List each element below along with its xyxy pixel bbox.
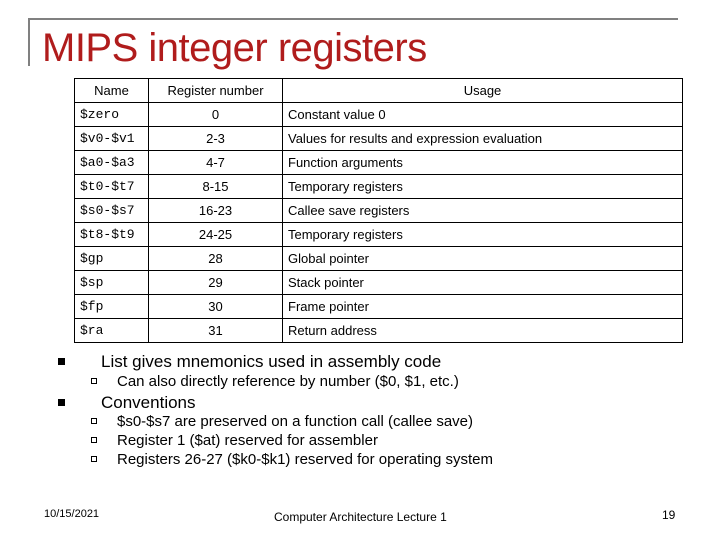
register-number: 31	[149, 319, 283, 343]
table-row	[75, 127, 683, 151]
table-row	[75, 295, 683, 319]
sub-bullet-text: Can also directly reference by number ($0, $1, etc.)	[117, 373, 459, 390]
register-usage: Global pointer	[283, 247, 683, 271]
register-name: $fp	[75, 295, 149, 319]
square-bullet-icon	[58, 358, 65, 365]
hollow-square-bullet-icon	[91, 456, 97, 462]
header-name: Name	[75, 79, 149, 103]
register-usage: Values for results and expression evaluation	[283, 127, 683, 151]
register-number: 2-3	[149, 127, 283, 151]
bullet-text: List gives mnemonics used in assembly code	[101, 352, 442, 371]
register-usage: Function arguments	[283, 151, 683, 175]
register-usage: Callee save registers	[283, 199, 683, 223]
table-row	[75, 199, 683, 223]
register-usage: Constant value 0	[283, 103, 683, 127]
header-usage: Usage	[283, 79, 683, 103]
register-table	[74, 78, 683, 343]
table-row	[75, 223, 683, 247]
table-row	[75, 175, 683, 199]
sub-bullet-text: Register 1 ($at) reserved for assembler	[117, 432, 378, 449]
register-name: $gp	[75, 247, 149, 271]
register-number: 0	[149, 103, 283, 127]
register-number: 24-25	[149, 223, 283, 247]
register-number: 8-15	[149, 175, 283, 199]
hollow-square-bullet-icon	[91, 418, 97, 424]
bullet-text: Conventions	[101, 393, 196, 412]
table-row	[75, 103, 683, 127]
register-name: $ra	[75, 319, 149, 343]
title-frame-left	[28, 18, 30, 66]
register-name: $a0-$a3	[75, 151, 149, 175]
table-row	[75, 271, 683, 295]
table-row	[75, 319, 683, 343]
table-row	[75, 247, 683, 271]
register-name: $sp	[75, 271, 149, 295]
table-row	[75, 151, 683, 175]
page-number: 19	[662, 508, 676, 522]
register-number: 28	[149, 247, 283, 271]
footer-course-title: Computer Architecture Lecture 1	[274, 510, 447, 524]
register-number: 29	[149, 271, 283, 295]
table-header-row	[75, 79, 683, 103]
slide-title: MIPS integer registers	[42, 26, 427, 70]
register-name: $zero	[75, 103, 149, 127]
title-frame-top	[28, 18, 678, 20]
register-number: 4-7	[149, 151, 283, 175]
register-number: 30	[149, 295, 283, 319]
hollow-square-bullet-icon	[91, 437, 97, 443]
register-name: $t8-$t9	[75, 223, 149, 247]
register-usage: Temporary registers	[283, 223, 683, 247]
register-number: 16-23	[149, 199, 283, 223]
sub-bullet-text: $s0-$s7 are preserved on a function call (callee save)	[117, 413, 474, 430]
register-usage: Frame pointer	[283, 295, 683, 319]
register-usage: Return address	[283, 319, 683, 343]
register-usage: Temporary registers	[283, 175, 683, 199]
sub-bullet-text: Registers 26-27 ($k0-$k1) reserved for operating system	[117, 451, 493, 468]
square-bullet-icon	[58, 399, 65, 406]
hollow-square-bullet-icon	[91, 378, 97, 384]
register-usage: Stack pointer	[283, 271, 683, 295]
register-name: $t0-$t7	[75, 175, 149, 199]
register-name: $s0-$s7	[75, 199, 149, 223]
header-register-number: Register number	[149, 79, 283, 103]
footer-date: 10/15/2021	[44, 508, 100, 520]
register-name: $v0-$v1	[75, 127, 149, 151]
